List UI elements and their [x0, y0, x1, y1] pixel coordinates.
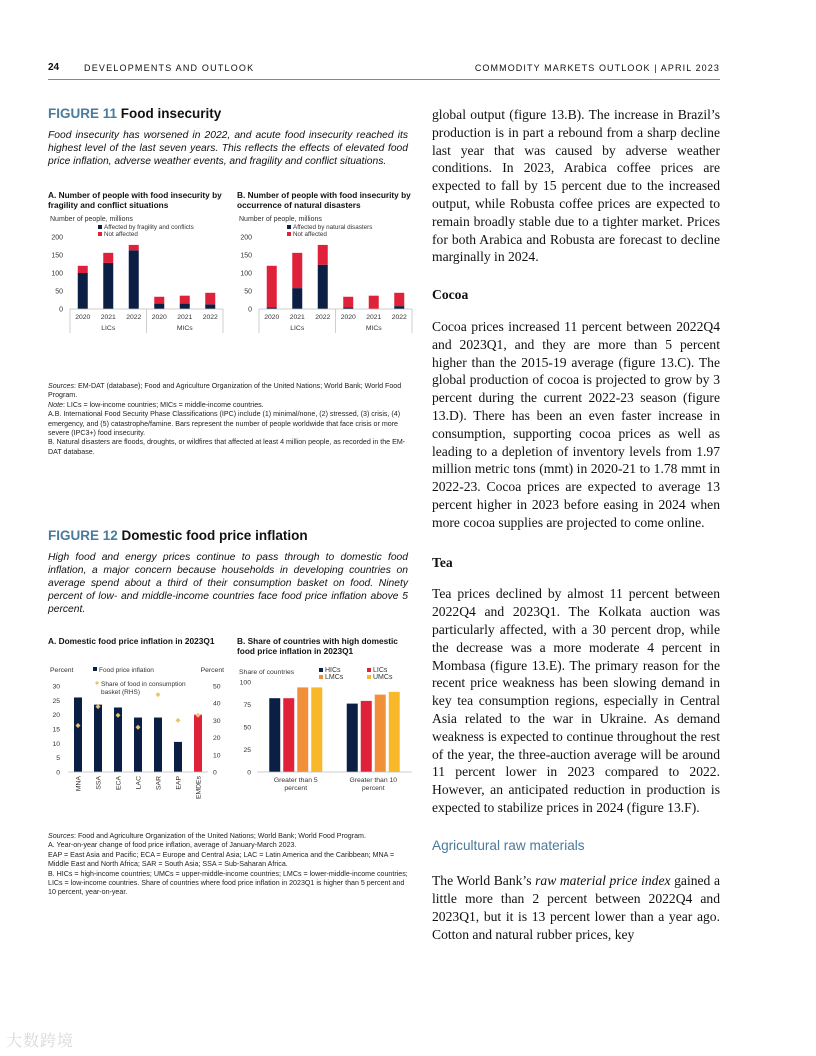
y-tick: 0 — [59, 306, 63, 314]
paragraph-tea: Tea prices declined by almost 11 percent between 2022Q4 and 2023Q1. The Kolkata auction was particularly affected, with a 30 percent drop, while the decrease was a more moderate 4 percent in Mombasa (figure 13.E). The primary reason for the recent price weakness has been slowing demand in key tea consumption regions, especially in Central Asia related to the war in Ukraine. As demand weakness is expected to continue throughout the rest of the year, the three-auction average will be around 11 percent lower in 2023 compared to 2022. However, an anticipated reduction in production is expected to stabilize prices in 2024 (figure 13.F). — [432, 586, 720, 815]
bar-segment — [369, 296, 379, 309]
group-label: MICs — [365, 325, 382, 332]
figure-12-title: FIGURE 12 Domestic food price inflation — [48, 528, 308, 543]
bar — [389, 692, 400, 772]
legend-swatch — [367, 668, 371, 672]
x-tick: 2020 — [340, 314, 356, 321]
paragraph-coffee: global output (figure 13.B). The increase in Brazil’s production is in part a rebound from a sharp decline last year that was caused by adverse weather conditions. In 2023, Arabica coffee prices are expected to fall by 15 percent due to the increased output, while Robusta coffee prices are expected to remain broadly stable due to a tighter market. Prices for both Arabica and Robusta are forecast to decline marginally in 2024. — [432, 107, 720, 265]
y-tick: 100 — [240, 270, 252, 278]
legend-label: LMCs — [325, 674, 344, 681]
y-tick-left: 25 — [52, 697, 60, 705]
group-label: MICs — [176, 325, 193, 332]
bar — [311, 687, 322, 772]
bar-segment — [267, 266, 277, 307]
heading-cocoa: Cocoa — [432, 287, 469, 303]
chart-fig11a — [48, 213, 228, 343]
y-tick-right: 50 — [213, 683, 221, 691]
y-tick: 100 — [51, 270, 63, 278]
legend-label: Food price inflation — [99, 667, 154, 674]
paragraph-cocoa: Cocoa prices increased 11 percent between 2022Q4 and 2023Q1, and they are more than 5 percent higher than the 2015-19 average (figure 13.C). The global production of cocoa is projected to grow by 3 percent during the current 2022-23 season (figure 13.D). There has been an even faster increase in consumption, supporting cocoa prices as well as leading to a depletion of inventory levels from 1.97 million metric tons (mmt) in 2020-21 to 1.78 mmt in 2022-23. Cocoa prices are expected to average 13 percent higher in 2023 before easing in 2024 when more cocoa supplies are projected to come online. — [432, 318, 720, 530]
y-tick-left: 20 — [52, 712, 60, 720]
x-tick: LAC — [135, 776, 143, 790]
bar-segment — [129, 250, 139, 309]
y-axis-label: Number of people, millions — [50, 216, 133, 223]
legend-swatch — [287, 225, 291, 229]
x-tick: 2020 — [75, 314, 91, 321]
y-tick-left: 5 — [56, 755, 60, 763]
bar — [297, 687, 308, 772]
y-axis-label-left: Percent — [50, 667, 74, 674]
x-tick: 2022 — [315, 314, 331, 321]
bar-segment — [205, 304, 215, 309]
bar-segment — [180, 304, 190, 309]
x-tick: 2020 — [264, 314, 280, 321]
group-label: LICs — [290, 325, 305, 332]
legend-label: Share of food in consumption basket (RHS) — [101, 681, 186, 696]
y-axis-label-right: Percent — [200, 667, 224, 674]
legend-swatch — [287, 232, 291, 236]
y-tick-left: 0 — [56, 769, 60, 777]
right-column — [432, 106, 720, 944]
x-tick: 2021 — [289, 314, 305, 321]
y-axis-label: Share of countries — [239, 669, 295, 676]
x-tick: 2021 — [100, 314, 116, 321]
y-tick: 50 — [243, 724, 251, 732]
y-tick: 50 — [244, 288, 252, 296]
x-tick: SSA — [95, 776, 103, 790]
page-header — [48, 62, 720, 80]
bar-segment — [154, 297, 164, 304]
x-tick: 2021 — [366, 314, 382, 321]
x-tick: ECA — [115, 776, 123, 790]
figure-11-notes: Sources: EM-DAT (database); Food and Agriculture Organization of the United Nations; World Bank; World Food Program. Note: LICs = low-income countries; MICs = middle-income countries. A.B. International Food Security Phase Classifications (IPC) include (1) minimal/none, (2) stressed, (3) crisis, (4) emergency, and (5) catastrophe/famine. Bars represent the number of people worldwide that face crisis or more severe (IPC3+) food insecurity. B. Natural disasters are floods, droughts, or wildfires that affected at least 4 million people, as recorded in the EM-DAT database. — [48, 382, 406, 456]
chart-fig12a — [48, 656, 233, 826]
bar — [94, 705, 102, 772]
legend-swatch — [319, 668, 323, 672]
figure-11-title: FIGURE 11 Food insecurity — [48, 106, 222, 121]
bar-segment — [78, 273, 88, 309]
y-tick-left: 30 — [52, 683, 60, 691]
x-tick: Greater than 10 percent — [349, 777, 398, 792]
legend-label: HICs — [325, 667, 341, 674]
chart-fig12b — [237, 662, 417, 802]
bar-segment — [154, 304, 164, 309]
y-tick: 200 — [51, 234, 63, 242]
x-tick: 2022 — [126, 314, 142, 321]
bar-segment — [394, 293, 404, 306]
figure-12-notes: Sources: Food and Agriculture Organization of the United Nations; World Bank; World Food Program. A. Year-on-year change of food price inflation, average of January-March 2023. EAP = East Asia and Pacific; ECA = Europe and Central Asia; LAC = Latin America and the Caribbean; MNA = Middle East and North Africa; SAR = South Asia; SSA = Sub-Saharan Africa. B. HICs = high-income countries; UMCs = upper-middle-income countries; LMCs = lower-middle-income countries; LICs = low-income countries. Share of countries where food price inflation in 2023Q1 is higher than 5 percent and 10 percent, year-on-year. — [48, 832, 408, 897]
y-tick: 0 — [248, 306, 252, 314]
bar — [194, 715, 202, 772]
bar — [361, 701, 372, 772]
bar-segment — [343, 297, 353, 307]
heading-tea: Tea — [432, 554, 453, 570]
y-tick: 150 — [51, 252, 63, 260]
bar-segment — [292, 288, 302, 309]
panel-a-title: A. Domestic food price inflation in 2023Q1 — [48, 636, 215, 646]
marker — [156, 692, 161, 697]
figure-12-subtitle: High food and energy prices continue to pass through to domestic food inflation, a major concern because households in developing countries on average spend about a third of their consumption basket on food. Ninety percent of low- and middle-income countries face food price inflation above 5 percent. — [48, 552, 408, 615]
heading-agricultural-raw-materials: Agricultural raw materials — [432, 837, 585, 853]
y-tick-right: 40 — [213, 700, 221, 708]
page-number: 24 — [48, 62, 60, 73]
legend-label: Not affected — [293, 231, 327, 238]
marker — [176, 718, 181, 723]
figure-11 — [48, 106, 411, 457]
bar-segment — [129, 245, 139, 250]
bar — [375, 695, 386, 772]
bar-segment — [180, 296, 190, 304]
y-tick: 25 — [243, 747, 251, 754]
bar — [283, 698, 294, 772]
publication-title: COMMODITY MARKETS OUTLOOK | APRIL 2023 — [474, 63, 720, 73]
chart-fig11b — [237, 213, 417, 343]
y-axis-label: Number of people, millions — [239, 216, 322, 223]
legend-label: Affected by fragility and conflicts — [104, 224, 194, 231]
x-tick: 2020 — [151, 314, 167, 321]
figure-11-subtitle: Food insecurity has worsened in 2022, and acute food insecurity reached its highest level of the last seven years. This reflects the effects of elevated food price inflation, adverse weather events, and fragility and conflict situations. — [48, 130, 408, 167]
y-tick: 150 — [240, 252, 252, 260]
y-tick: 100 — [239, 679, 251, 687]
left-column — [48, 106, 411, 897]
legend-swatch — [319, 675, 323, 679]
panel-b-title: B. Number of people with food insecurity by occurrence of natural disasters — [237, 190, 411, 210]
watermark-logo: 大数跨境 — [6, 1031, 75, 1050]
bar — [269, 698, 280, 772]
y-tick: 200 — [240, 234, 252, 242]
x-tick: EAP — [175, 776, 183, 790]
y-tick-right: 0 — [213, 769, 217, 777]
y-tick-right: 20 — [213, 735, 221, 743]
x-tick: MNA — [75, 776, 83, 792]
legend-swatch — [367, 675, 371, 679]
bar — [154, 718, 162, 772]
bar-segment — [318, 245, 328, 265]
figure-12-panel-a — [48, 636, 228, 831]
bar-segment — [394, 306, 404, 309]
x-tick: 2022 — [391, 314, 407, 321]
bar-segment — [103, 253, 113, 263]
legend-swatch — [98, 225, 102, 229]
y-tick: 0 — [247, 769, 251, 777]
figure-12 — [48, 528, 408, 898]
x-tick: 2022 — [202, 314, 218, 321]
figure-12-panel-b — [237, 636, 417, 807]
x-tick: 2021 — [177, 314, 193, 321]
section-title: DEVELOPMENTS AND OUTLOOK — [84, 63, 255, 73]
legend-label: UMCs — [373, 674, 393, 681]
bar-segment — [103, 263, 113, 309]
bar — [347, 704, 358, 772]
x-tick: Greater than 5 percent — [273, 777, 318, 792]
legend-label: LICs — [373, 667, 388, 674]
x-tick: EMDEs — [195, 776, 203, 800]
y-tick-right: 30 — [213, 717, 221, 725]
legend-label: Affected by natural disasters — [293, 224, 373, 231]
figure-11-panel-a — [48, 190, 228, 348]
y-tick-right: 10 — [213, 752, 221, 760]
panel-b-title: B. Share of countries with high domestic food price inflation in 2023Q1 — [237, 636, 398, 656]
panel-a-title: A. Number of people with food insecurity by fragility and conflict situations — [48, 190, 222, 210]
bar-segment — [292, 253, 302, 288]
bar — [74, 697, 82, 772]
paragraph-agricultural: The World Bank’s raw material price index gained a little more than 2 percent between 2022Q4 and 2023Q1, but it is 13 percent lower than a year ago. Cotton and natural rubber prices, key — [432, 873, 720, 942]
y-tick-left: 10 — [52, 740, 60, 748]
bar-segment — [318, 265, 328, 309]
y-tick-left: 15 — [52, 726, 60, 734]
y-tick: 50 — [55, 288, 63, 296]
bar-segment — [78, 266, 88, 273]
x-tick: SAR — [155, 776, 163, 790]
figure-11-panel-b — [237, 190, 417, 348]
bar — [174, 742, 182, 772]
group-label: LICs — [101, 325, 116, 332]
bar-segment — [205, 293, 215, 305]
y-tick: 75 — [243, 702, 251, 709]
legend-label: Not affected — [104, 231, 138, 238]
legend-swatch — [98, 232, 102, 236]
